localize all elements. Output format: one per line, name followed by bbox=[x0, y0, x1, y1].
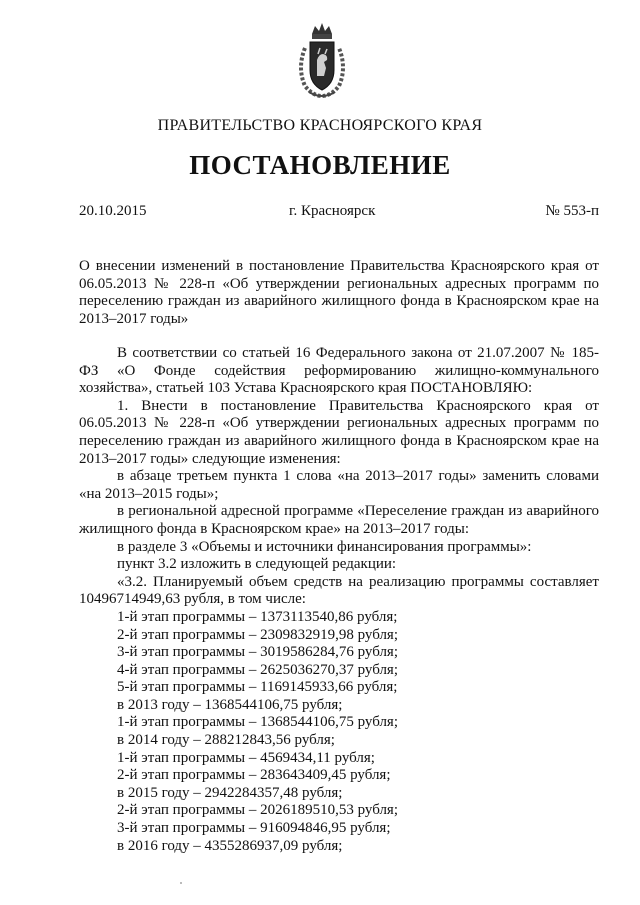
document-meta bbox=[79, 203, 599, 223]
scan-speck bbox=[180, 882, 182, 884]
funding-line: 2-й этап программы – 283643409,45 рубля; bbox=[117, 767, 391, 784]
funding-line: в 2015 году – 2942284357,48 рубля; bbox=[117, 784, 343, 801]
funding-line: 1-й этап программы – 1368544106,75 рубля; bbox=[117, 714, 399, 731]
funding-line: в 2016 году – 4355286937,09 рубля; bbox=[117, 837, 343, 854]
funding-line: 4-й этап программы – 2625036270,37 рубля; bbox=[117, 661, 399, 678]
funding-line: в 2013 году – 1368544106,75 рубля; bbox=[117, 696, 343, 713]
point-3-2-paragraph: пункт 3.2 изложить в следующей редакции: bbox=[117, 556, 397, 573]
document-title: О внесении изменений в постановление Правительства Красноярского края от 06.05.2013 № 228-п «Об утверждении региональных адресных программ по переселению граждан из аварийного жилищного фонда в Красноярском крае на 2013–2017 годы» bbox=[79, 258, 599, 327]
document-title-block bbox=[79, 258, 599, 328]
document-city: г. Красноярск bbox=[289, 203, 376, 219]
funding-line: 2-й этап программы – 2026189510,53 рубля; bbox=[117, 802, 399, 819]
krasnoyarsk-coat-of-arms-icon bbox=[295, 20, 349, 100]
document-date: 20.10.2015 bbox=[79, 203, 147, 219]
funding-line: 3-й этап программы – 916094846,95 рубля; bbox=[117, 820, 391, 837]
change-1-paragraph: в абзаце третьем пункта 1 слова «на 2013–2017 годы» заменить словами «на 2013–2015 годы»; bbox=[79, 468, 599, 502]
document-body bbox=[79, 345, 599, 855]
section-3-paragraph: в разделе 3 «Объемы и источники финансирования программы»: bbox=[117, 538, 532, 555]
funding-line: 3-й этап программы – 3019586284,76 рубля; bbox=[117, 644, 399, 661]
issuing-authority: ПРАВИТЕЛЬСТВО КРАСНОЯРСКОГО КРАЯ bbox=[157, 117, 483, 134]
preamble-paragraph: В соответствии со статьей 16 Федерального закона от 21.07.2007 № 185-ФЗ «О Фонде содействия реформированию жилищно-коммунального хозяйства», статьей 103 Устава Красноярского края ПОСТАНОВЛЯЮ: bbox=[79, 345, 599, 397]
quote-paragraph: «3.2. Планируемый объем средств на реализацию программы составляет 10496714949,63 рубля, в том числе: bbox=[79, 573, 599, 608]
funding-line: 1-й этап программы – 4569434,11 рубля; bbox=[117, 749, 375, 766]
document-number: № 553-п bbox=[545, 203, 599, 219]
change-2-paragraph: в региональной адресной программе «Переселение граждан из аварийного жилищного фонда в Красноярском крае» на 2013–2017 годы: bbox=[79, 503, 599, 537]
document-type-heading: ПОСТАНОВЛЕНИЕ bbox=[189, 150, 451, 180]
funding-line: в 2014 году – 288212843,56 рубля; bbox=[117, 732, 335, 749]
funding-line: 1-й этап программы – 1373113540,86 рубля; bbox=[117, 608, 398, 625]
funding-line: 5-й этап программы – 1169145933,66 рубля; bbox=[117, 679, 398, 696]
funding-line: 2-й этап программы – 2309832919,98 рубля; bbox=[117, 626, 399, 643]
item-1-paragraph: 1. Внести в постановление Правительства Красноярского края от 06.05.2013 № 228-п «Об утверждении региональных адресных программ по переселению граждан из аварийного жилищного фонда в Красноярском крае на 2013–2017 годы» следующие изменения: bbox=[79, 397, 599, 467]
